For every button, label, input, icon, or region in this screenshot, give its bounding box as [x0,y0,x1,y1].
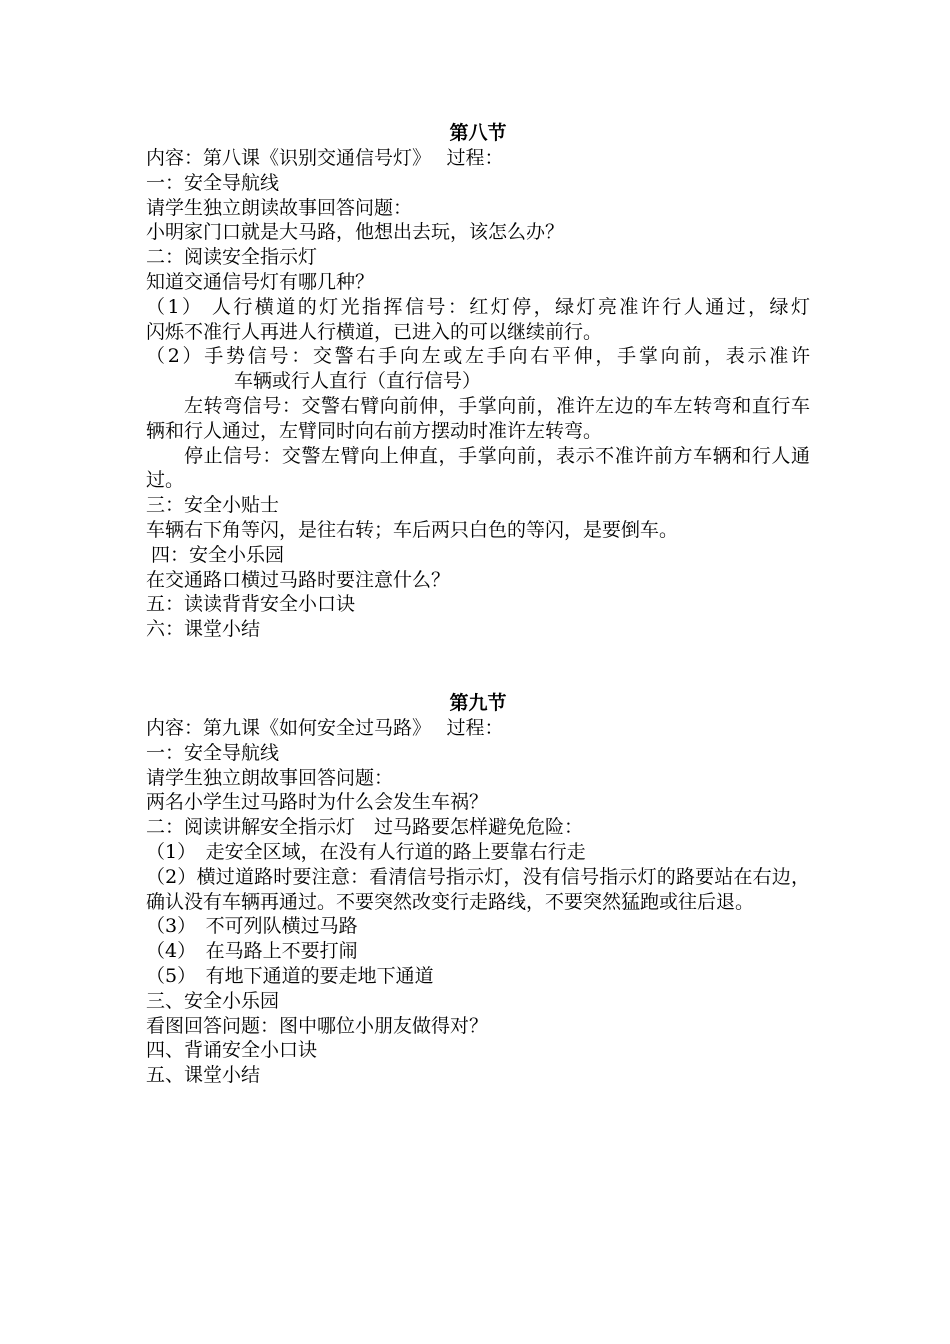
section-9-item-2: （2）横过道路时要注意：看清信号指示灯，没有信号指示灯的路要站在右边，确认没有车辆再通过。不要突然改变行走路线，不要突然猛跑或往后退。 [146,865,810,913]
section-9-item-5: （5） 有地下通道的要走地下通道 [146,964,434,987]
section-8-question-1: 小明家门口就是大马路，他想出去玩，该怎么办？ [146,221,565,244]
section-8-content: 内容：第八课《识别交通信号灯》 过程： [146,147,504,169]
section-8-question-4: 在交通路口横过马路时要注意什么？ [146,568,451,591]
section-8-item-1-line-1: （1） 人行横道的灯光指挥信号：红灯停，绿灯亮准许行人通过，绿灯 [146,295,810,318]
section-8-instruction: 请学生独立朗读故事回答问题： [146,196,413,219]
section-9-instruction: 请学生独立朗故事回答问题： [146,766,394,789]
section-8-heading-2: 二：阅读安全指示灯 [146,246,318,269]
section-9-heading-5: 五、课堂小结 [146,1064,261,1087]
section-9-item-1: （1） 走安全区域，在没有人行道的路上要靠右行走 [146,840,586,863]
section-9-heading-3: 三、安全小乐园 [146,989,280,1012]
section-8-tip-text: 车辆右下角等闪，是往右转；车后两只白色的等闪，是要倒车。 [146,518,679,541]
section-8-heading-3: 三：安全小贴士 [146,494,280,517]
section-8-item-1-line-2: 闪烁不准行人再进人行横道，已进入的可以继续前行。 [146,320,603,343]
section-spacer [146,642,810,690]
section-9-item-3: （3） 不可列队横过马路 [146,915,358,938]
section-9-heading-1: 一：安全导航线 [146,741,280,764]
section-8-heading-6: 六：课堂小结 [146,618,261,641]
section-9-heading-4: 四、背诵安全小口诀 [146,1039,318,1062]
section-8-question-2: 知道交通信号灯有哪几种？ [146,270,375,293]
section-8-item-2-line-2: 车辆或行人直行（直行信号） [234,370,482,393]
section-9-content: 内容：第九课《如何安全过马路》 过程： [146,716,504,739]
section-8-heading-5: 五：读读背背安全小口诀 [146,593,356,616]
section-9-question-1: 两名小学生过马路时为什么会发生车祸？ [146,791,489,814]
section-8-stop-signal: 停止信号：交警左臂向上伸直，手掌向前，表示不准许前方车辆和行人通过。 [146,444,810,492]
document-page [146,120,810,1088]
section-8-item-2-line-1: （2）手势信号：交警右手向左或左手向右平伸，手掌向前，表示准许 [146,345,810,368]
section-8-left-turn-signal: 左转弯信号：交警右臂向前伸，手掌向前，准许左边的车左转弯和直行车辆和行人通过，左臂同时向右前方摆动时准许左转弯。 [146,394,810,442]
section-9-item-4: （4） 在马路上不要打闹 [146,940,358,963]
section-9-question-3: 看图回答问题：图中哪位小朋友做得对？ [146,1014,489,1037]
section-8-heading-4: 四：安全小乐园 [151,543,285,566]
section-9-title: 第九节 [449,691,507,714]
section-8-title: 第八节 [449,122,507,144]
section-8-heading-1: 一：安全导航线 [146,171,280,194]
section-9-heading-2: 二：阅读讲解安全指示灯 过马路要怎样避免危险： [146,816,584,839]
